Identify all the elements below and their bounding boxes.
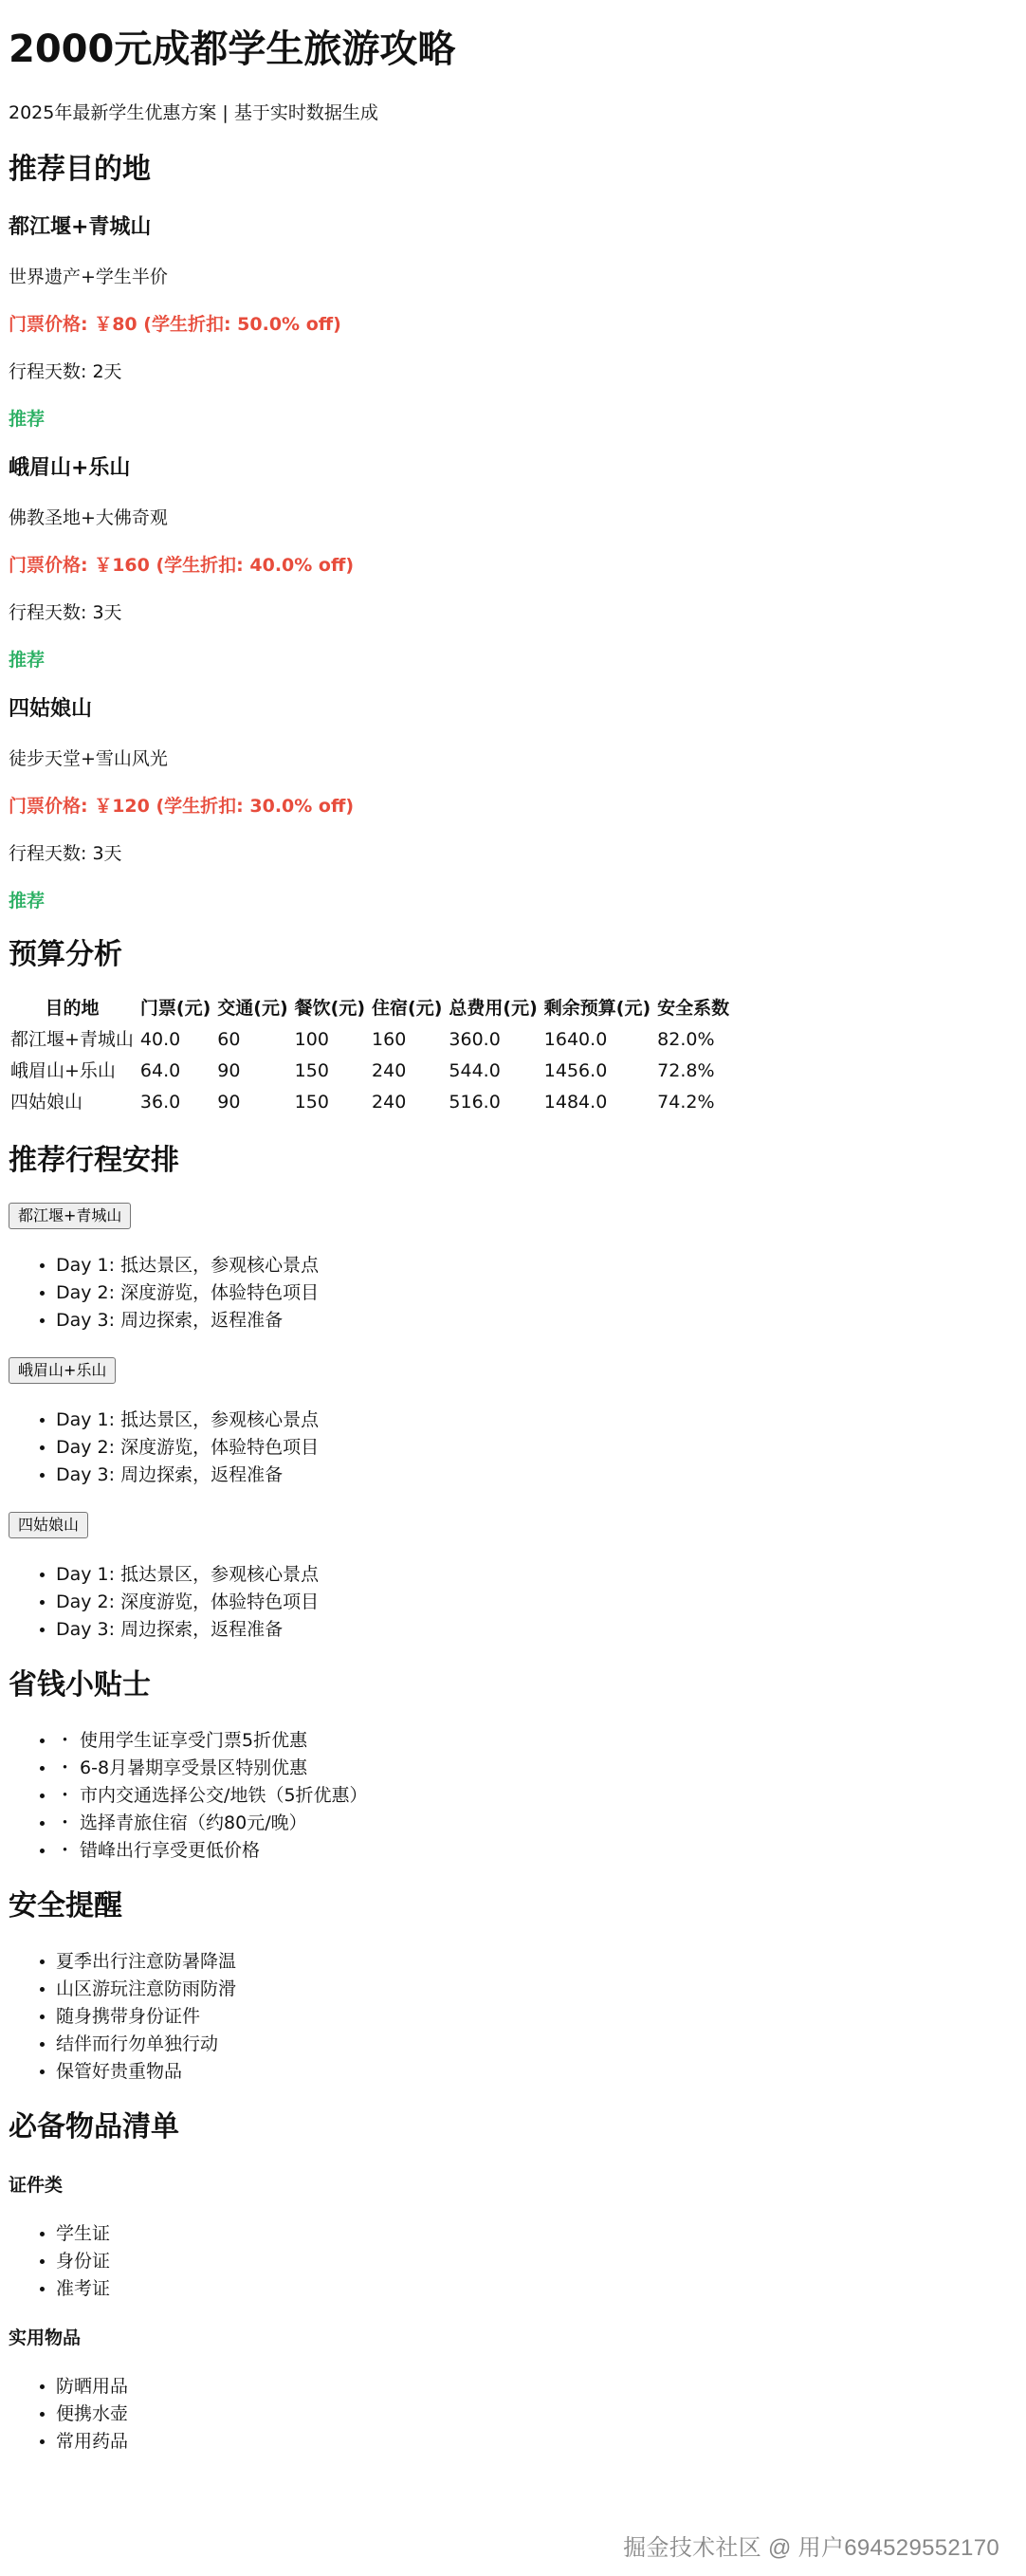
table-cell: 1484.0 xyxy=(543,1092,608,1113)
table-cell: 160 xyxy=(372,1029,407,1050)
list-item: • 便携水壶 xyxy=(56,2401,1026,2428)
column-header: 餐饮(元) xyxy=(294,998,366,1019)
list-item: • 保管好贵重物品 xyxy=(56,2058,1026,2086)
table-header-row xyxy=(9,994,731,1022)
table-cell: 74.2% xyxy=(657,1092,715,1113)
list-item: • Day 1: 抵达景区，参观核心景点 xyxy=(56,1561,1026,1589)
column-header: 交通(元) xyxy=(217,998,288,1019)
destination-price: 门票价格: ￥120 (学生折扣: 30.0% off) xyxy=(9,796,355,817)
table-cell: 64.0 xyxy=(139,1060,181,1081)
list-item: • 结伴而行勿单独行动 xyxy=(56,2031,1026,2058)
tips-heading: 省钱小贴士 xyxy=(9,1668,151,1702)
list-item: • 身份证 xyxy=(56,2248,1026,2275)
watermark: 掘金技术社区 @ 用户694529552170 xyxy=(623,2535,999,2561)
table-cell: 72.8% xyxy=(657,1060,715,1081)
list-item: • Day 1: 抵达景区，参观核心景点 xyxy=(56,1407,1026,1434)
itinerary-block xyxy=(9,1357,1026,1489)
table-cell: 150 xyxy=(294,1092,329,1113)
destination-desc: 世界遗产+学生半价 xyxy=(9,267,168,287)
list-item: • ・ 使用学生证享受门票5折优惠 xyxy=(56,1727,1026,1755)
column-header: 门票(元) xyxy=(139,998,211,1019)
table-cell: 90 xyxy=(217,1060,241,1081)
destination-name: 都江堰+青城山 xyxy=(9,215,152,239)
destination-recommend-tag: 推荐 xyxy=(9,409,46,430)
table-cell: 516.0 xyxy=(449,1092,501,1113)
list-item: • Day 2: 深度游览，体验特色项目 xyxy=(56,1434,1026,1462)
page xyxy=(0,25,1026,2456)
list-item: • 夏季出行注意防暑降温 xyxy=(56,1948,1026,1976)
table-row xyxy=(9,1088,731,1116)
table-cell: 82.0% xyxy=(657,1029,715,1050)
tips-list xyxy=(9,1727,1026,1865)
list-item: • Day 3: 周边探索，返程准备 xyxy=(56,1462,1026,1489)
list-item: • ・ 错峰出行享受更低价格 xyxy=(56,1837,1026,1865)
itinerary-day-list xyxy=(9,1252,1026,1334)
itinerary-toggle-button[interactable]: 四姑娘山 xyxy=(9,1512,88,1538)
table-cell: 100 xyxy=(294,1029,329,1050)
checklist-items xyxy=(9,2373,1026,2456)
table-cell: 544.0 xyxy=(449,1060,501,1081)
destination-name: 峨眉山+乐山 xyxy=(9,456,131,480)
destination-name: 四姑娘山 xyxy=(9,697,93,721)
destination-price: 门票价格: ￥160 (学生折扣: 40.0% off) xyxy=(9,555,355,576)
checklist-items xyxy=(9,2220,1026,2303)
destination-recommend-tag: 推荐 xyxy=(9,891,46,911)
list-item: • Day 3: 周边探索，返程准备 xyxy=(56,1616,1026,1644)
table-row xyxy=(9,1025,731,1054)
list-item: • Day 3: 周边探索，返程准备 xyxy=(56,1307,1026,1334)
table-cell: 四姑娘山 xyxy=(10,1092,83,1113)
destination-desc: 徒步天堂+雪山风光 xyxy=(9,748,168,769)
itinerary-day-list xyxy=(9,1561,1026,1644)
table-cell: 360.0 xyxy=(449,1029,501,1050)
table-cell: 峨眉山+乐山 xyxy=(10,1060,116,1081)
itinerary-toggle-button[interactable]: 都江堰+青城山 xyxy=(9,1203,131,1229)
safety-heading: 安全提醒 xyxy=(9,1889,122,1923)
list-item: • Day 1: 抵达景区，参观核心景点 xyxy=(56,1252,1026,1279)
page-title: 2000元成都学生旅游攻略 xyxy=(9,28,456,71)
itinerary-toggle-button[interactable]: 峨眉山+乐山 xyxy=(9,1357,116,1384)
list-item: • 随身携带身份证件 xyxy=(56,2003,1026,2031)
table-cell: 36.0 xyxy=(139,1092,181,1113)
page-subtitle: 2025年最新学生优惠方案 | 基于实时数据生成 xyxy=(9,102,378,123)
budget-heading: 预算分析 xyxy=(9,938,122,971)
table-cell: 1456.0 xyxy=(543,1060,608,1081)
itinerary-block xyxy=(9,1203,1026,1334)
column-header: 剩余预算(元) xyxy=(543,998,651,1019)
checklist-category: 证件类 xyxy=(9,2175,64,2196)
table-row xyxy=(9,1057,731,1085)
table-cell: 40.0 xyxy=(139,1029,181,1050)
destination-price: 门票价格: ￥80 (学生折扣: 50.0% off) xyxy=(9,314,341,335)
destinations-heading: 推荐目的地 xyxy=(9,153,151,186)
table-cell: 240 xyxy=(372,1092,407,1113)
list-item: • 山区游玩注意防雨防滑 xyxy=(56,1976,1026,2003)
list-item: • ・ 市内交通选择公交/地铁（5折优惠） xyxy=(56,1782,1026,1810)
column-header: 安全系数 xyxy=(657,998,730,1019)
destination-card xyxy=(9,454,1026,672)
checklist-category: 实用物品 xyxy=(9,2328,82,2348)
destination-card xyxy=(9,213,1026,432)
destination-card xyxy=(9,695,1026,913)
destination-days: 行程天数: 3天 xyxy=(9,843,122,864)
list-item: • 学生证 xyxy=(56,2220,1026,2248)
destination-days: 行程天数: 2天 xyxy=(9,361,122,382)
itinerary-block xyxy=(9,1512,1026,1644)
checklist-heading: 必备物品清单 xyxy=(9,2110,179,2144)
list-item: • 常用药品 xyxy=(56,2428,1026,2456)
list-item: • 防晒用品 xyxy=(56,2373,1026,2401)
table-cell: 240 xyxy=(372,1060,407,1081)
itinerary-heading: 推荐行程安排 xyxy=(9,1144,179,1177)
column-header: 目的地 xyxy=(45,998,100,1019)
list-item: • Day 2: 深度游览，体验特色项目 xyxy=(56,1589,1026,1616)
column-header: 住宿(元) xyxy=(372,998,443,1019)
table-cell: 1640.0 xyxy=(543,1029,608,1050)
list-item: • ・ 6-8月暑期享受景区特别优惠 xyxy=(56,1755,1026,1782)
table-cell: 150 xyxy=(294,1060,329,1081)
list-item: • Day 2: 深度游览，体验特色项目 xyxy=(56,1279,1026,1307)
table-cell: 60 xyxy=(217,1029,241,1050)
budget-table xyxy=(6,991,734,1119)
itinerary-day-list xyxy=(9,1407,1026,1489)
safety-list xyxy=(9,1948,1026,2086)
table-cell: 90 xyxy=(217,1092,241,1113)
destination-desc: 佛教圣地+大佛奇观 xyxy=(9,507,168,528)
list-item: • 准考证 xyxy=(56,2275,1026,2303)
destination-recommend-tag: 推荐 xyxy=(9,650,46,671)
table-cell: 都江堰+青城山 xyxy=(10,1029,134,1050)
list-item: • ・ 选择青旅住宿（约80元/晚） xyxy=(56,1810,1026,1837)
column-header: 总费用(元) xyxy=(449,998,538,1019)
destination-days: 行程天数: 3天 xyxy=(9,602,122,623)
